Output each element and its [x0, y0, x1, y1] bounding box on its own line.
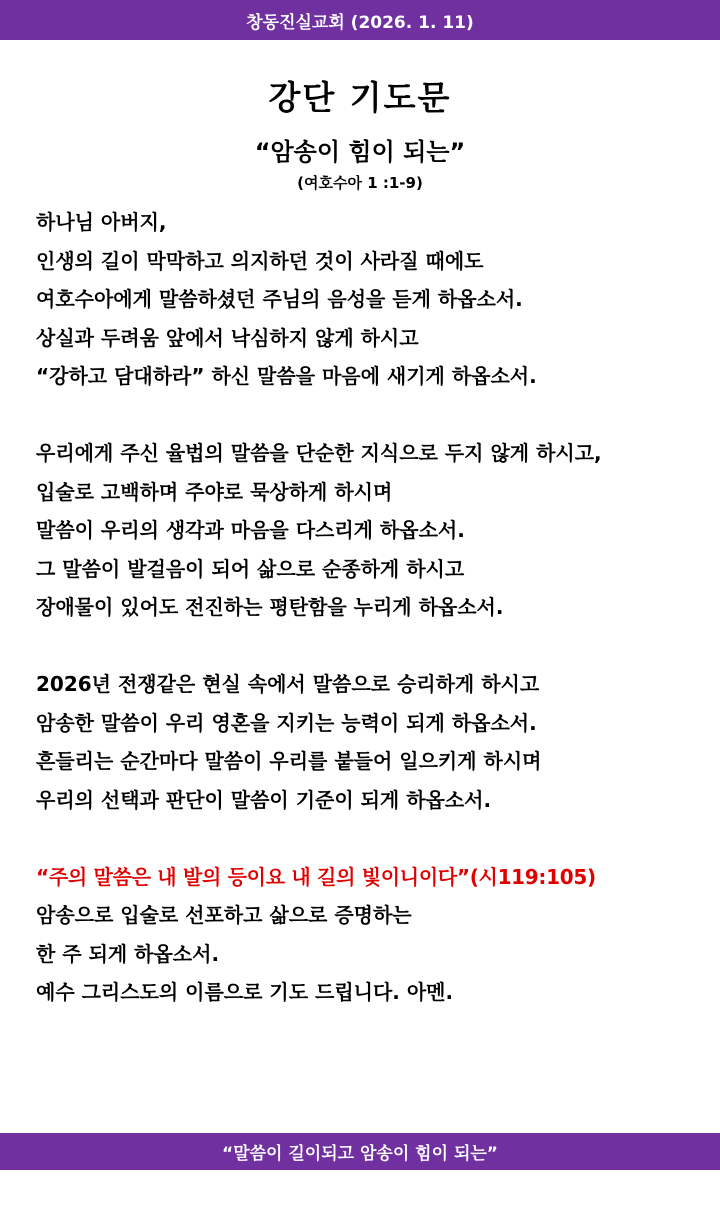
prayer-line: 그 말씀이 발걸음이 되어 삶으로 순종하게 하시고: [36, 556, 465, 581]
prayer-line: 흔들리는 순간마다 말씀이 우리를 붙들어 일으키게 하시며: [36, 749, 542, 773]
prayer-line: 암송한 말씀이 우리 영혼을 지키는 능력이 되게 하옵소서.: [36, 710, 537, 735]
prayer-body: [36, 203, 716, 1012]
prayer-line: 한 주 되게 하옵소서.: [36, 941, 220, 966]
prayer-line: 하나님 아버지,: [36, 210, 167, 234]
prayer-line: 상실과 두려움 앞에서 낙심하지 않게 하시고: [36, 325, 419, 350]
page-title: 강단 기도문: [268, 78, 452, 117]
highlighted-verse: “주의 말씀은 내 발의 등이요 내 길의 빛이니이다”(시119:105): [36, 864, 596, 889]
paragraph-break: [36, 627, 716, 666]
prayer-line: 우리의 선택과 판단이 말씀이 기준이 되게 하옵소서.: [36, 787, 492, 812]
prayer-subtitle: “암송이 힘이 되는”: [254, 138, 466, 166]
prayer-line: 인생의 길이 막막하고 의지하던 것이 사라질 때에도: [36, 248, 484, 273]
prayer-line: “강하고 담대하라” 하신 말씀을 마음에 새기게 하옵소서.: [36, 364, 537, 388]
scripture-reference: (여호수아 1 :1-9): [297, 174, 423, 192]
paragraph-break: [36, 819, 716, 858]
prayer-line: 장애물이 있어도 전진하는 평탄함을 누리게 하옵소서.: [36, 595, 504, 619]
prayer-line: 암송으로 입술로 선포하고 삶으로 증명하는: [36, 903, 412, 927]
prayer-line: 2026년 전쟁같은 현실 속에서 말씀으로 승리하게 하시고: [36, 672, 540, 696]
church-and-date: 창동진실교회 (2026. 1. 11): [246, 12, 474, 33]
header-banner: [0, 0, 720, 40]
prayer-line: 입술로 고백하며 주야로 묵상하게 하시며: [36, 479, 393, 504]
footer-banner: [0, 1133, 720, 1170]
prayer-line: 우리에게 주신 율법의 말씀을 단순한 지식으로 두지 않게 하시고,: [36, 441, 602, 465]
prayer-line: 예수 그리스도의 이름으로 기도 드립니다. 아멘.: [36, 980, 454, 1004]
paragraph-break: [36, 396, 716, 435]
prayer-line: 말씀이 우리의 생각과 마음을 다스리게 하옵소서.: [36, 518, 465, 542]
footer-motto: “말씀이 길이되고 암송이 힘이 되는”: [222, 1144, 498, 1164]
prayer-line: 여호수아에게 말씀하셨던 주님의 음성을 듣게 하옵소서.: [36, 287, 523, 311]
